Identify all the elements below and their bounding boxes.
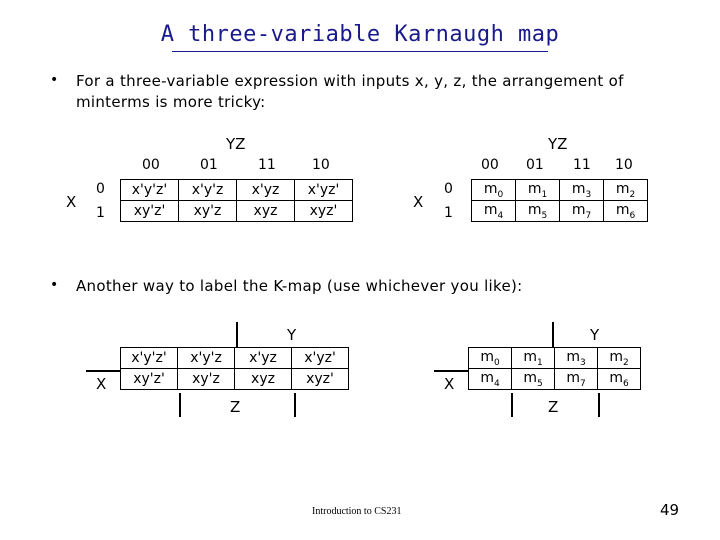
- map4-cell: $m_7$: [555, 369, 598, 390]
- map4-y-label: Y: [590, 326, 600, 344]
- map2-cell: $m_5$: [516, 201, 560, 222]
- map4-z-bar-left: [511, 393, 513, 417]
- slide-title: A three-variable Karnaugh map: [160, 22, 560, 47]
- bullet-dot: •: [50, 72, 59, 88]
- map1-x-label: X: [66, 193, 77, 211]
- map3-x-label: X: [96, 375, 107, 393]
- map1-cell: x'y'z: [179, 180, 237, 201]
- map1-col-00: 00: [142, 157, 160, 173]
- footer-text: Introduction to CS231: [312, 506, 402, 517]
- map2-col-01: 01: [526, 157, 544, 173]
- table-row: [469, 369, 641, 390]
- map4-z-label: Z: [548, 398, 559, 416]
- map4-x-bar: [434, 370, 468, 372]
- map2-cell: $m_0$: [472, 180, 516, 201]
- map4-y-bar: [552, 322, 554, 347]
- map2-cell: $m_3$: [560, 180, 604, 201]
- table-row: [472, 180, 648, 201]
- map1-row-0: 0: [96, 181, 105, 197]
- map3-y-bar: [236, 322, 238, 347]
- table-row: [121, 180, 353, 201]
- map3-cell: xyz: [235, 369, 292, 390]
- map4-cell: $m_5$: [512, 369, 555, 390]
- map2-cell: $m_1$: [516, 180, 560, 201]
- map2-grid: [471, 179, 648, 222]
- map3-z-bar-right: [294, 393, 296, 417]
- map1-col-10: 10: [312, 157, 330, 173]
- map3-cell: x'y'z': [121, 348, 178, 369]
- bullet-1-line-2: minterms is more tricky:: [76, 93, 266, 111]
- map4-cell: $m_2$: [598, 348, 641, 369]
- bullet-dot: •: [50, 277, 59, 293]
- map2-cell: $m_4$: [472, 201, 516, 222]
- map1-row-1: 1: [96, 205, 105, 221]
- bullet-1-line-1: For a three-variable expression with inputs x, y, z, the arrangement of: [76, 72, 624, 90]
- map2-row-1: 1: [444, 205, 453, 221]
- map4-cell: $m_0$: [469, 348, 512, 369]
- map4-cell: $m_4$: [469, 369, 512, 390]
- map3-cell: xyz': [292, 369, 349, 390]
- table-row: [121, 348, 349, 369]
- map3-grid: [120, 347, 349, 390]
- map3-y-label: Y: [287, 326, 297, 344]
- map2-yz-label: YZ: [548, 135, 568, 153]
- map4-cell: $m_1$: [512, 348, 555, 369]
- page-number: 49: [660, 501, 680, 519]
- map2-x-label: X: [413, 193, 424, 211]
- map2-cell: $m_6$: [604, 201, 648, 222]
- table-row: [121, 201, 353, 222]
- map1-col-01: 01: [200, 157, 218, 173]
- map1-grid: [120, 179, 353, 222]
- map2-col-00: 00: [481, 157, 499, 173]
- map2-col-11: 11: [573, 157, 591, 173]
- map3-cell: x'yz': [292, 348, 349, 369]
- map1-cell: xy'z': [121, 201, 179, 222]
- map2-row-0: 0: [444, 181, 453, 197]
- map3-cell: x'yz: [235, 348, 292, 369]
- map1-cell: xyz': [295, 201, 353, 222]
- table-row: [469, 348, 641, 369]
- title-underline: [172, 51, 548, 52]
- bullet-2-line-1: Another way to label the K-map (use whichever you like):: [76, 277, 523, 295]
- table-row: [472, 201, 648, 222]
- table-row: [121, 369, 349, 390]
- map4-x-label: X: [444, 375, 455, 393]
- map2-cell: $m_7$: [560, 201, 604, 222]
- map1-cell: x'yz: [237, 180, 295, 201]
- map2-cell: $m_2$: [604, 180, 648, 201]
- map1-cell: x'yz': [295, 180, 353, 201]
- map1-col-11: 11: [258, 157, 276, 173]
- map1-cell: x'y'z': [121, 180, 179, 201]
- map3-z-label: Z: [230, 398, 241, 416]
- map2-col-10: 10: [615, 157, 633, 173]
- map3-cell: xy'z': [121, 369, 178, 390]
- map3-x-bar: [86, 370, 120, 372]
- map3-cell: x'y'z: [178, 348, 235, 369]
- map4-grid: [468, 347, 641, 390]
- map1-cell: xyz: [237, 201, 295, 222]
- map4-cell: $m_6$: [598, 369, 641, 390]
- map3-z-bar-left: [179, 393, 181, 417]
- map1-yz-label: YZ: [226, 135, 246, 153]
- map4-z-bar-right: [598, 393, 600, 417]
- map3-cell: xy'z: [178, 369, 235, 390]
- map4-cell: $m_3$: [555, 348, 598, 369]
- map1-cell: xy'z: [179, 201, 237, 222]
